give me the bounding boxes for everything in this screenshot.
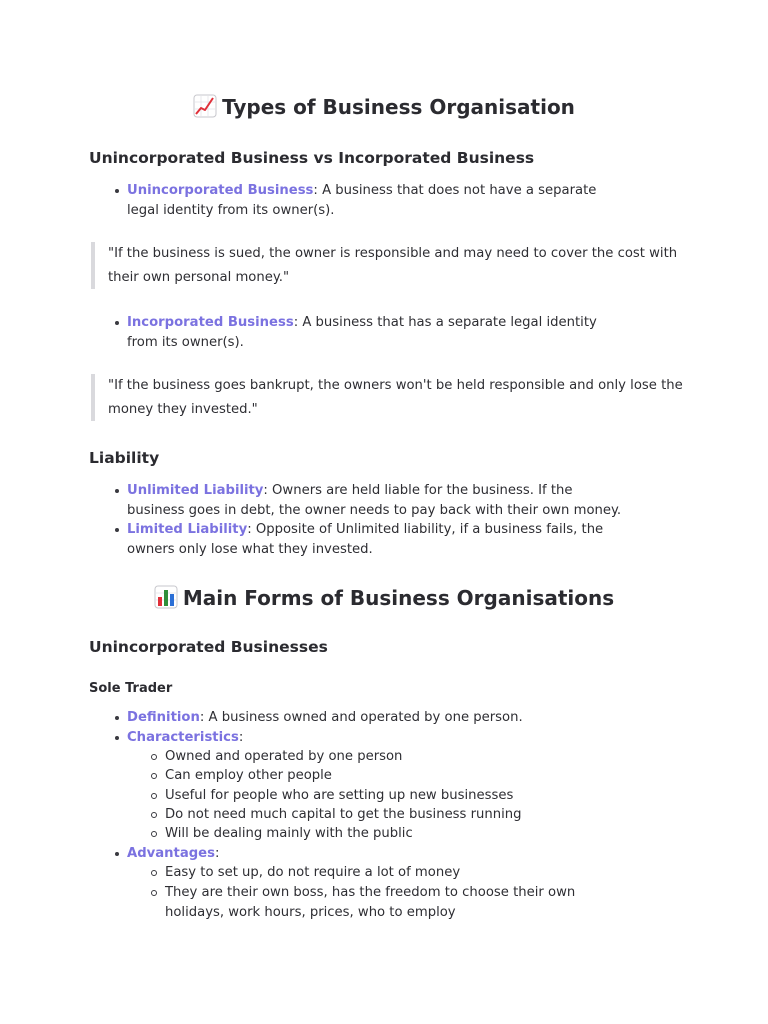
circle-bullet-icon: [151, 870, 157, 876]
list-item: [127, 708, 627, 728]
characteristic-text: Useful for people who are setting up new businesses: [165, 788, 514, 803]
blockquote-bankrupt: "If the business goes bankrupt, the owners won't be held responsible and only lose the money they invested.": [91, 374, 693, 421]
definition-text: A business that has a separate legal identity from its owner(s).: [127, 315, 597, 350]
sub-list-item: [165, 863, 625, 883]
list-item: [127, 481, 627, 520]
colon: :: [199, 710, 205, 725]
definition-text: A business owned and operated by one person.: [204, 710, 523, 725]
sub-list-item: [165, 747, 625, 767]
term-unlimited-liability: Unlimited Liability: [127, 483, 264, 498]
colon: :: [293, 315, 299, 330]
sub-list-item: [165, 824, 625, 844]
section-title-text: Main Forms of Business Organisations: [182, 586, 615, 610]
subheading-unincorporated-businesses: Unincorporated Businesses: [89, 638, 328, 656]
bar-chart-icon: [154, 585, 178, 614]
blockquote-sued: "If the business is sued, the owner is responsible and may need to cover the cost with their own personal money.": [91, 242, 693, 289]
bullet-icon: [115, 528, 119, 532]
list-item: [127, 181, 627, 220]
term-unincorporated-business: Unincorporated Business: [127, 183, 314, 198]
section-title-main-forms: [0, 585, 768, 614]
definition-text: Owners are held liable for the business. If the business goes in debt, the owner needs to pay back with their own money.: [127, 483, 622, 518]
subheading-sole-trader: Sole Trader: [89, 681, 173, 696]
circle-bullet-icon: [151, 793, 157, 799]
definition-text: A business that does not have a separate legal identity from its owner(s).: [127, 183, 597, 218]
advantage-text: They are their own boss, has the freedom to choose their own holidays, work hours, prices, who to employ: [165, 885, 576, 920]
bullet-icon: [115, 189, 119, 193]
term-definition: Definition: [127, 710, 200, 725]
circle-bullet-icon: [151, 754, 157, 760]
colon: :: [238, 730, 244, 745]
bullet-icon: [115, 321, 119, 325]
subheading-liability: Liability: [89, 449, 160, 467]
list-item: [127, 844, 627, 864]
list-item: [127, 728, 627, 748]
sub-list-item: [165, 883, 585, 922]
subheading-incorporation: Unincorporated Business vs Incorporated Business: [89, 149, 535, 167]
colon: :: [263, 483, 268, 498]
bullet-icon: [115, 489, 119, 493]
bullet-icon: [115, 716, 119, 720]
characteristic-text: Do not need much capital to get the business running: [165, 807, 522, 822]
characteristic-text: Can employ other people: [165, 768, 332, 783]
circle-bullet-icon: [151, 890, 157, 896]
bullet-icon: [115, 736, 119, 740]
bullet-icon: [115, 852, 119, 856]
chart-increasing-icon: [193, 94, 217, 123]
term-advantages: Advantages: [127, 846, 215, 861]
colon: :: [247, 522, 252, 537]
section-title-text: Types of Business Organisation: [222, 95, 575, 119]
list-item: [127, 313, 627, 352]
list-item: [127, 520, 627, 559]
advantage-text: Easy to set up, do not require a lot of money: [165, 865, 461, 880]
colon: :: [214, 846, 220, 861]
characteristic-text: Owned and operated by one person: [165, 749, 403, 764]
term-incorporated-business: Incorporated Business: [127, 315, 294, 330]
term-characteristics: Characteristics: [127, 730, 239, 745]
circle-bullet-icon: [151, 831, 157, 837]
term-limited-liability: Limited Liability: [127, 522, 248, 537]
sub-list-item: [165, 786, 625, 806]
sub-list-item: [165, 805, 625, 825]
definition-text: Opposite of Unlimited liability, if a business fails, the owners only lose what they invested.: [127, 522, 604, 557]
sub-list-item: [165, 766, 625, 786]
circle-bullet-icon: [151, 773, 157, 779]
circle-bullet-icon: [151, 812, 157, 818]
colon: :: [313, 183, 318, 198]
characteristic-text: Will be dealing mainly with the public: [165, 826, 413, 841]
section-title-types: [0, 94, 768, 123]
